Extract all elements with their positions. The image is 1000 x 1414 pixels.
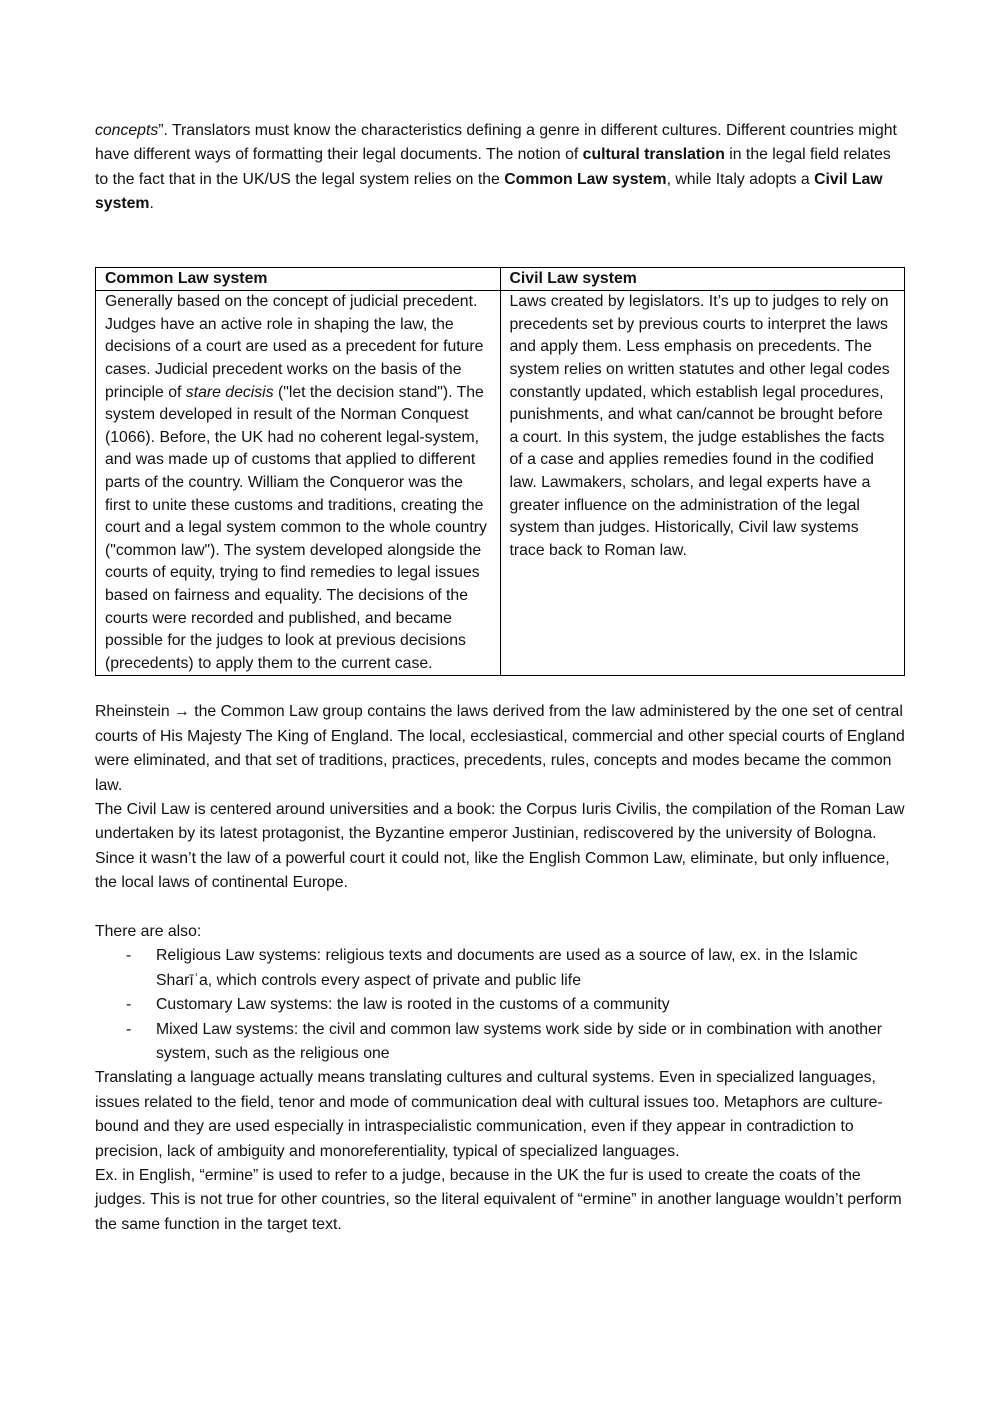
comparison-table <box>95 267 905 677</box>
list-item: - Religious Law systems: religious texts and documents are used as a source of law, ex. in the Islamic Sharīʿa, which controls every aspect of private and public life <box>95 944 905 993</box>
spacer <box>95 217 905 267</box>
cell-common-law <box>96 291 501 676</box>
header-common-law: Common Law system <box>96 267 501 291</box>
intro-text-1: ”. Translators must know the characteristics defining a genre in different cultures. Different countries might have different ways of formatting their legal documents. The notion of <box>95 122 897 164</box>
list-item: - Customary Law systems: the law is rooted in the customs of a community <box>95 993 905 1017</box>
intro-text-3: , while Italy adopts a <box>666 170 815 188</box>
ermine-paragraph: Ex. in English, “ermine” is used to refer to a judge, because in the UK the fur is used to create the coats of the judges. This is not true for other countries, so the literal equivalent of “ermine” in another language wouldn’t perform the same function in the target text. <box>95 1167 902 1233</box>
table-header-row <box>96 267 905 291</box>
civil-law-paragraph: The Civil Law is centered around universities and a book: the Corpus Iuris Civilis, the compilation of the Roman Law undertaken by its latest protagonist, the Byzantine emperor Justinian, rediscovered by the university of Bologna. Since it wasn’t the law of a powerful court it could not, like the English Common Law, eliminate, but only influence, the local laws of continental Europe. <box>95 800 905 892</box>
intro-bold-cultural-translation: cultural translation <box>582 146 725 164</box>
rheinstein-text: the Common Law group contains the laws derived from the law administered by the one set of central courts of His Majesty The King of England. The local, ecclesiastical, commercial and other special courts of England were eliminated, and that set of traditions, practices, precedents, rules, concepts and modes became the common law. <box>95 703 905 794</box>
law-systems-list <box>95 944 905 1066</box>
intro-italic-concepts: concepts <box>95 122 159 139</box>
intro-text-2: in the legal field relates to the fact that in the UK/US the legal system relies on the <box>95 146 891 188</box>
table-row <box>96 291 905 676</box>
translating-paragraph: Translating a language actually means translating cultures and cultural systems. Even in specialized languages, issues related to the field, tenor and mode of communication deal with cultural issues too. Metaphors are culture-bound and they are used especially in intraspecialistic communication, even if they appear in contradiction to precision, lack of ambiguity and monoreferentiality, typical of specialized languages. <box>95 1069 883 1160</box>
intro-bold-common-law: Common Law system <box>504 170 667 188</box>
intro-bold-civil-law: Civil Law system <box>95 170 883 213</box>
document-page <box>95 119 905 1237</box>
rheinstein-name: Rheinstein <box>95 703 170 721</box>
intro-paragraph <box>95 119 905 217</box>
common-law-stare-decisis: stare decisis <box>185 383 274 401</box>
intro-text-4: . <box>149 195 154 213</box>
spacer <box>95 676 905 700</box>
common-law-text-b: ("let the decision stand"). The system developed in result of the Norman Conquest (1066). Before, the UK had no coherent legal-system, and was made up of customs that applied to different parts of the country. William the Conqueror was the first to unite these customs and traditions, creating the court and a legal system common to the whole country ("common law"). The system developed alongside the courts of equity, trying to find remedies to legal issues based on fairness and equality. The decisions of the courts were recorded and published, and became possible for the judges to look at previous decisions (precedents) to apply them to the current case. <box>105 383 487 672</box>
header-civil-law: Civil Law system <box>500 267 905 291</box>
rheinstein-paragraph <box>95 700 905 798</box>
arrow-right-icon: → <box>174 703 190 721</box>
cell-civil-law: Laws created by legislators. It’s up to judges to rely on precedents set by previous courts to interpret the laws and apply them. Less emphasis on precedents. The system relies on written statutes and other legal codes constantly updated, which establish legal procedures, punishments, and what can/cannot be brought before a court. In this system, the judge establishes the facts of a case and applies remedies found in the codified law. Lawmakers, scholars, and legal experts have a greater influence on the administration of the legal system than judges. Historically, Civil law systems trace back to Roman law. <box>500 291 905 676</box>
common-law-text-a: Generally based on the concept of judicial precedent. Judges have an active role in shaping the law, the decisions of a court are used as a precedent for future cases. Judicial precedent works on the basis of the principle of <box>105 293 484 401</box>
list-item: - Mixed Law systems: the civil and common law systems work side by side or in combination with another system, such as the religious one <box>95 1018 905 1067</box>
there-are-also: There are also: <box>95 922 202 940</box>
spacer <box>95 896 905 920</box>
